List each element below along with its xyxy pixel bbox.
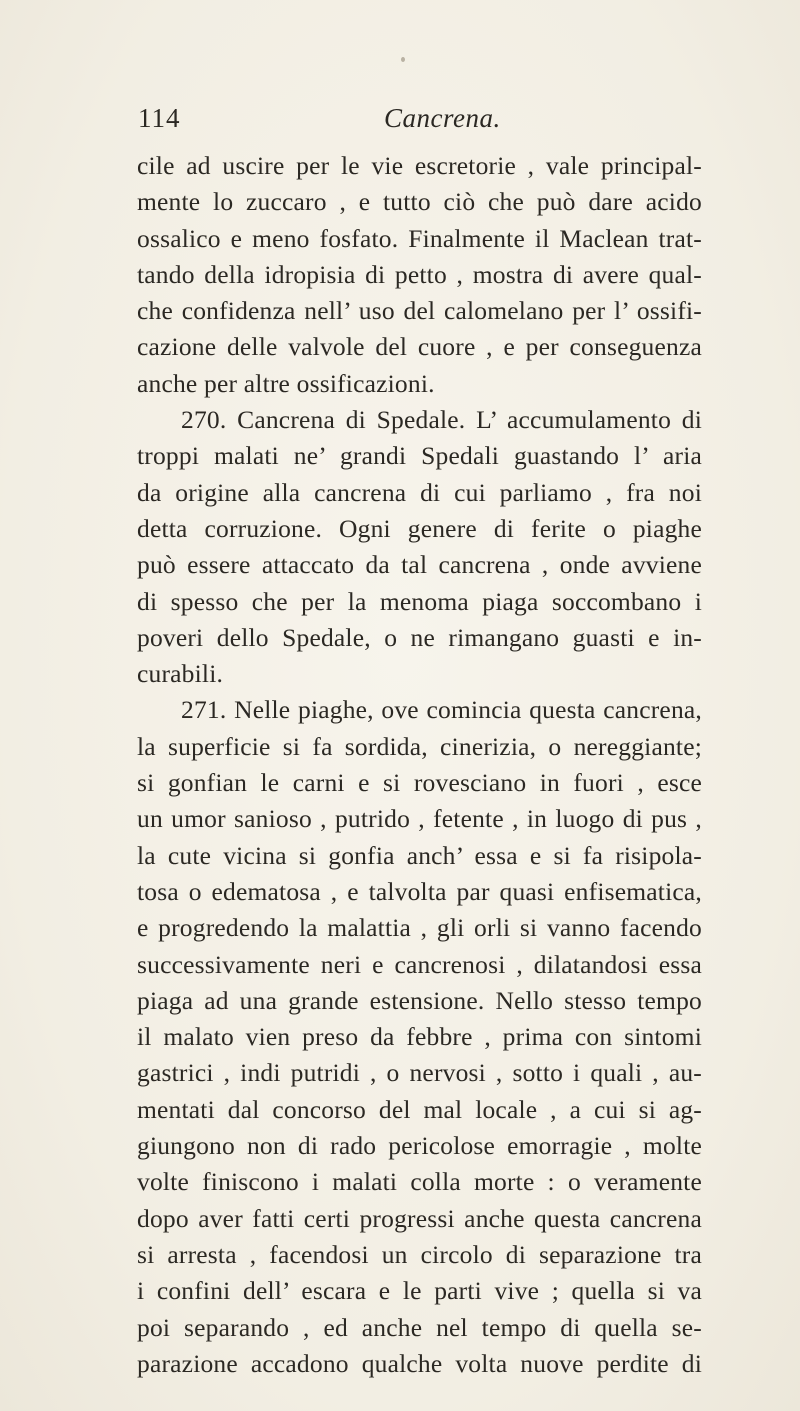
text-line: i confini dell’ escara e le parti vive ; quella si va xyxy=(137,1276,702,1306)
text-line: che confidenza nell’ uso del calomelano per l’ ossifi- xyxy=(137,296,702,326)
text-line: da origine alla cancrena di cui parliamo , fra noi xyxy=(137,477,702,507)
text-line: parazione accadono qualche volta nuove perdite di xyxy=(137,1348,702,1378)
text-line: piaga ad una grande estensione. Nello stesso tempo xyxy=(137,985,702,1015)
text-line: tosa o edematosa , e talvolta par quasi enfisematica, xyxy=(137,876,702,906)
text-line: mentati dal concorso del mal locale , a cui si ag- xyxy=(137,1094,702,1124)
text-line: curabili. xyxy=(137,659,224,689)
text-line: cile ad uscire per le vie escretorie , vale principal- xyxy=(137,151,702,180)
text-line: cazione delle valvole del cuore , e per conseguenza xyxy=(137,332,702,362)
text-line: volte finiscono i malati colla morte : o veramente xyxy=(137,1167,702,1197)
body-text xyxy=(137,148,702,1382)
text-line: e progredendo la malattia , gli orli si vanno facendo xyxy=(137,913,702,943)
text-line: detta corruzione. Ogni genere di ferite o piaghe xyxy=(137,513,702,543)
text-line: si arresta , facendosi un circolo di separazione tra xyxy=(137,1239,702,1269)
text-line: dopo aver fatti certi progressi anche questa cancrena xyxy=(137,1203,702,1233)
text-line: un umor sanioso , putrido , fetente , in luogo di pus , xyxy=(137,804,702,834)
text-line: mente lo zuccaro , e tutto ciò che può dare acido xyxy=(137,187,702,217)
text-line: giungono non di rado pericolose emorragie , molte xyxy=(137,1131,702,1161)
text-line: la cute vicina si gonfia anch’ essa e si fa risipola- xyxy=(137,840,702,870)
text-line: tando della idropisia di petto , mostra di avere qual- xyxy=(137,259,702,289)
text-line: poi separando , ed anche nel tempo di quella se- xyxy=(137,1312,702,1342)
section-271-first-line: 271. Nelle piaghe, ove comincia questa cancrena, xyxy=(181,695,702,725)
text-line: anche per altre ossificazioni. xyxy=(137,368,435,398)
text-line: ossalico e meno fosfato. Finalmente il Maclean trat- xyxy=(137,223,702,253)
text-line: gastrici , indi putridi , o nervosi , sotto i quali , au- xyxy=(137,1058,702,1088)
paper-speck xyxy=(401,57,405,62)
running-head: Cancrena. xyxy=(384,103,501,133)
text-line: di spesso che per la menoma piaga soccombano i xyxy=(137,586,702,616)
text-line: troppi malati ne’ grandi Spedali guastando l’ aria xyxy=(137,441,702,471)
text-line: successivamente neri e cancrenosi , dilatandosi essa xyxy=(137,949,702,979)
section-270-heading-line: 270. Cancrena di Spedale. L’ accumulamento di xyxy=(181,405,702,435)
text-line: può essere attaccato da tal cancrena , onde avviene xyxy=(137,550,702,580)
text-line: la superficie si fa sordida, cinerizia, o nereggiante; xyxy=(137,731,702,761)
page-number: 114 xyxy=(138,103,181,133)
text-line: poveri dello Spedale, o ne rimangano guasti e in- xyxy=(137,622,702,652)
text-line: si gonfian le carni e si rovesciano in fuori , esce xyxy=(137,768,702,798)
text-line: il malato vien preso da febbre , prima con sintomi xyxy=(137,1022,702,1052)
page-header xyxy=(138,103,698,143)
